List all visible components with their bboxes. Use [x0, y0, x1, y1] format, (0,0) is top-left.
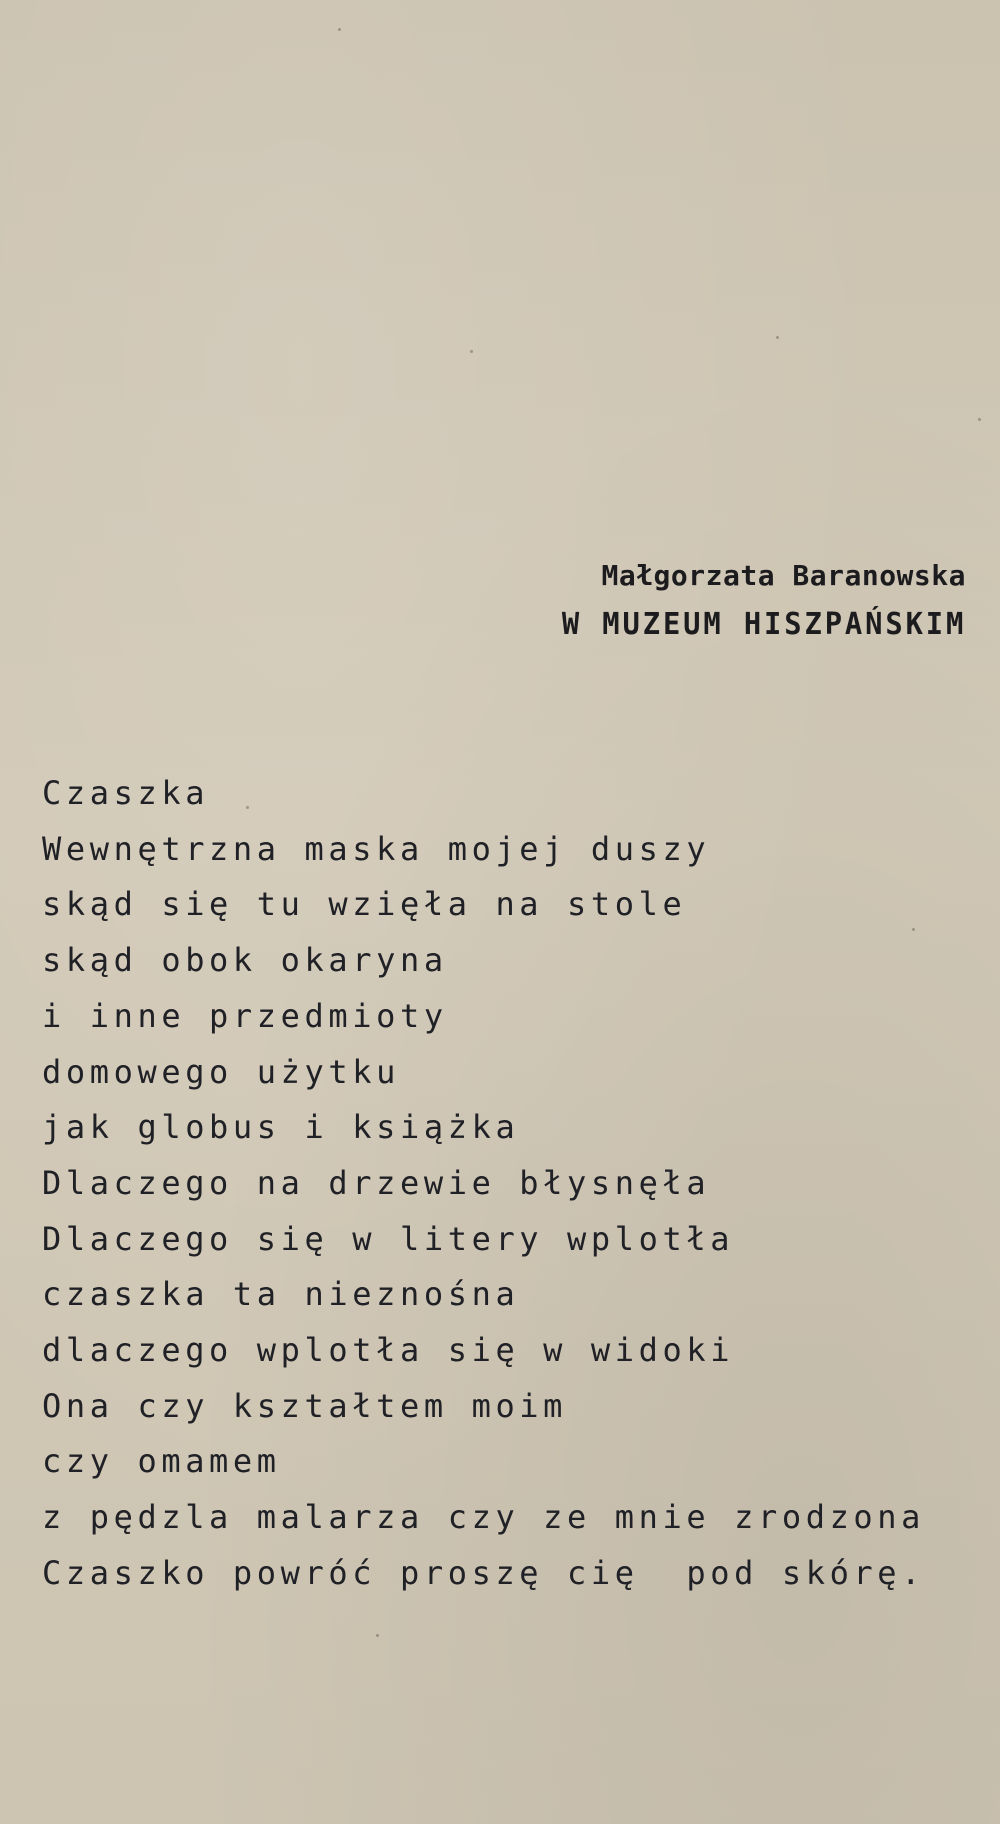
poem-line: skąd się tu wzięła na stole — [42, 885, 687, 924]
poem-header — [545, 552, 966, 650]
poem-line: i inne przedmioty — [42, 996, 448, 1035]
poem-line: Dlaczego się w litery wplotła — [42, 1219, 735, 1258]
poem-line: skąd obok okaryna — [42, 941, 448, 980]
poem-line: Wewnętrzna maska mojej duszy — [42, 829, 711, 868]
poem-line: czy omamem — [42, 1442, 281, 1481]
poem-line: Ona czy kształtem moim — [42, 1386, 568, 1425]
poem-line: domowego użytku — [42, 1052, 400, 1091]
poem-title: W MUZEUM HISZPAŃSKIM — [561, 607, 966, 642]
author-name: Małgorzata Baranowska — [601, 559, 966, 592]
paper-speck — [376, 1634, 379, 1637]
poem-line: czaszka ta nieznośna — [42, 1275, 520, 1314]
poem-line: Czaszka — [42, 774, 210, 812]
poem-line: Czaszko powróć proszę cię pod skórę. — [42, 1553, 926, 1592]
poem-line: jak globus i książka — [42, 1108, 520, 1147]
poem-line: dlaczego wplotła się w widoki — [42, 1331, 735, 1370]
poem-body — [42, 766, 925, 1602]
poem-line: Dlaczego na drzewie błysnęła — [42, 1163, 711, 1202]
paper-speck — [776, 336, 779, 339]
poem-line: z pędzla malarza czy ze mnie zrodzona — [42, 1498, 926, 1537]
paper-speck — [978, 418, 981, 421]
paper-speck — [470, 350, 473, 353]
paper-speck — [338, 28, 341, 31]
